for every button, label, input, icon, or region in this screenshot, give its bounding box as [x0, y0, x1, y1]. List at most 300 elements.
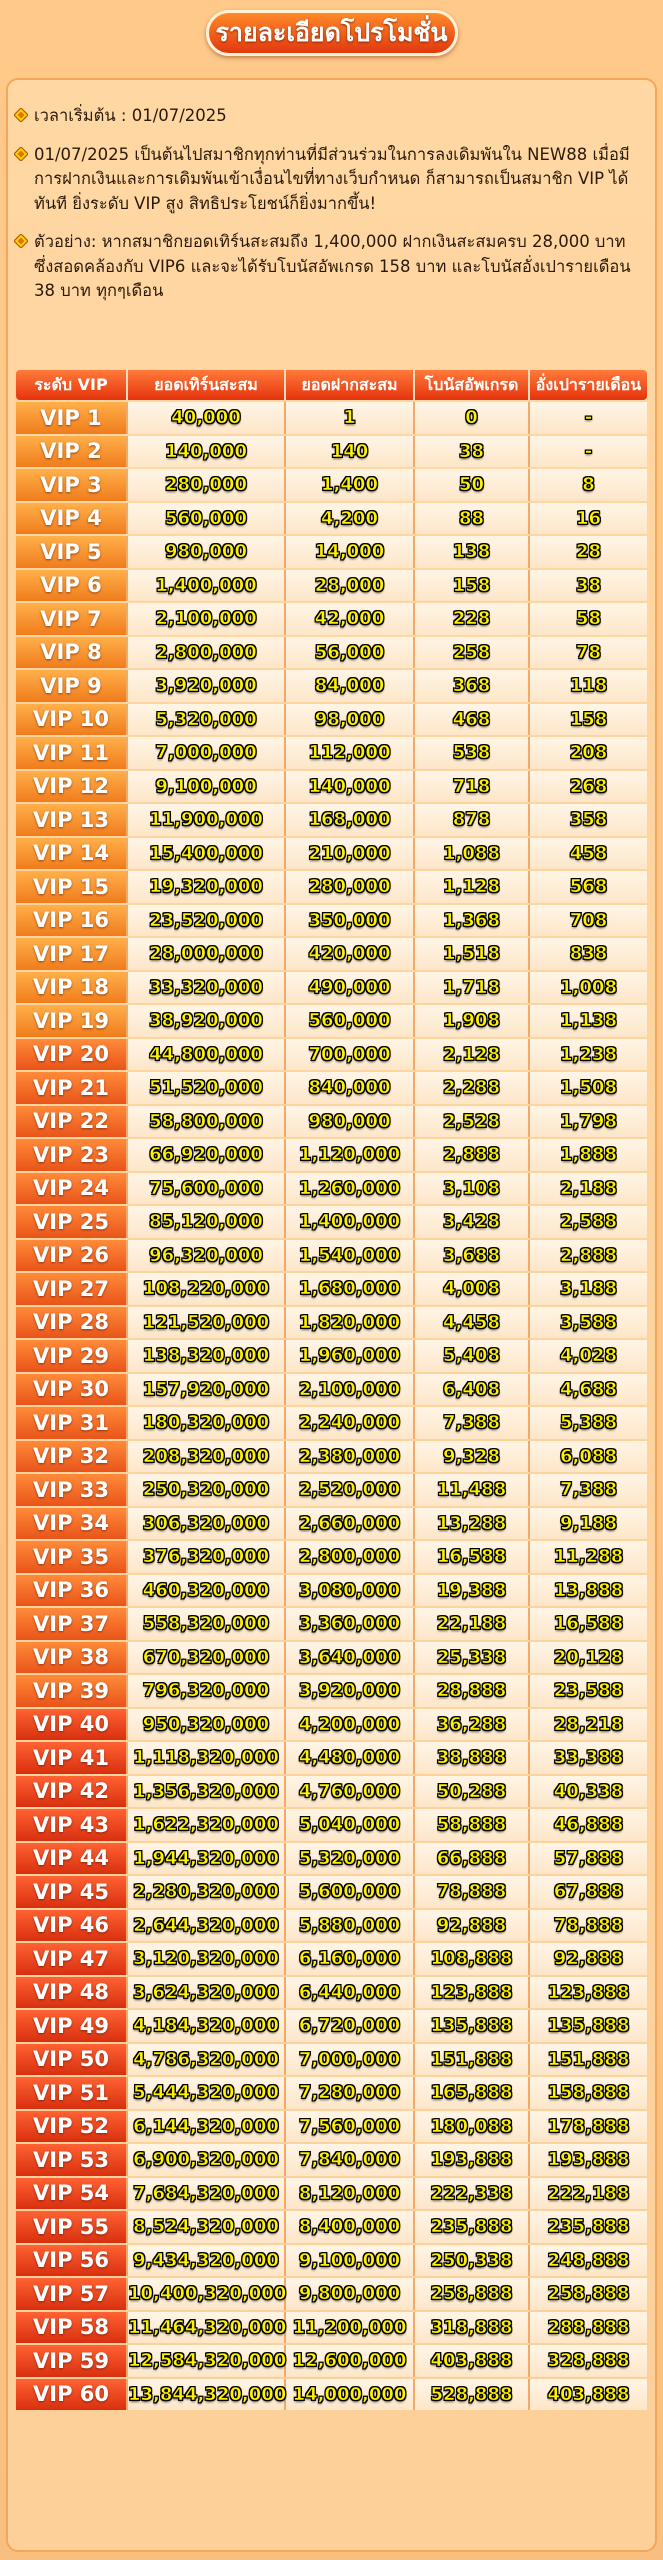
turnover-cell: 33,320,000 [128, 972, 286, 1004]
monthly-bonus-cell: 248,888 [530, 2245, 647, 2277]
table-row [16, 637, 647, 669]
upgrade-bonus-cell: 1,718 [415, 972, 530, 1004]
monthly-bonus-cell: 708 [530, 905, 647, 937]
turnover-cell: 1,622,320,000 [128, 1809, 286, 1841]
monthly-bonus-cell: 1,508 [530, 1072, 647, 1104]
deposit-cell: 2,380,000 [286, 1441, 415, 1473]
table-row [16, 2178, 647, 2210]
monthly-bonus-cell: 8 [530, 469, 647, 501]
upgrade-bonus-cell: 151,888 [415, 2044, 530, 2076]
table-row [16, 1776, 647, 1808]
turnover-cell: 2,280,320,000 [128, 1876, 286, 1908]
upgrade-bonus-cell: 4,458 [415, 1307, 530, 1339]
table-header-row [16, 370, 647, 400]
vip-level-cell: VIP 35 [16, 1541, 128, 1573]
table-row [16, 1039, 647, 1071]
vip-level-cell: VIP 45 [16, 1876, 128, 1908]
table-row [16, 1608, 647, 1640]
deposit-cell: 1,680,000 [286, 1273, 415, 1305]
upgrade-bonus-cell: 5,408 [415, 1340, 530, 1372]
upgrade-bonus-cell: 235,888 [415, 2211, 530, 2243]
table-row [16, 704, 647, 736]
vip-level-cell: VIP 1 [16, 402, 128, 434]
vip-level-cell: VIP 13 [16, 804, 128, 836]
upgrade-bonus-cell: 11,488 [415, 1474, 530, 1506]
table-row [16, 2144, 647, 2176]
vip-level-cell: VIP 12 [16, 771, 128, 803]
table-row [16, 1977, 647, 2009]
upgrade-bonus-cell: 2,888 [415, 1139, 530, 1171]
monthly-bonus-cell: 3,588 [530, 1307, 647, 1339]
upgrade-bonus-cell: 2,528 [415, 1106, 530, 1138]
table-row [16, 2379, 647, 2411]
vip-level-cell: VIP 14 [16, 838, 128, 870]
deposit-cell: 8,400,000 [286, 2211, 415, 2243]
upgrade-bonus-cell: 3,688 [415, 1240, 530, 1272]
monthly-bonus-cell: 92,888 [530, 1943, 647, 1975]
vip-level-cell: VIP 21 [16, 1072, 128, 1104]
upgrade-bonus-cell: 318,888 [415, 2312, 530, 2344]
upgrade-bonus-cell: 13,288 [415, 1508, 530, 1540]
table-row [16, 1742, 647, 1774]
table-row [16, 938, 647, 970]
turnover-cell: 6,144,320,000 [128, 2111, 286, 2143]
upgrade-bonus-cell: 538 [415, 737, 530, 769]
header-monthly-bonus: อั่งเปารายเดือน [530, 370, 647, 400]
header-deposit: ยอดฝากสะสม [286, 370, 415, 400]
vip-level-cell: VIP 26 [16, 1240, 128, 1272]
deposit-cell: 168,000 [286, 804, 415, 836]
vip-level-cell: VIP 23 [16, 1139, 128, 1171]
table-row [16, 2044, 647, 2076]
upgrade-bonus-cell: 38 [415, 436, 530, 468]
turnover-cell: 9,100,000 [128, 771, 286, 803]
table-row [16, 1307, 647, 1339]
monthly-bonus-cell: 23,588 [530, 1675, 647, 1707]
monthly-bonus-cell: 28 [530, 536, 647, 568]
deposit-cell: 6,160,000 [286, 1943, 415, 1975]
vip-level-cell: VIP 50 [16, 2044, 128, 2076]
deposit-cell: 84,000 [286, 670, 415, 702]
turnover-cell: 306,320,000 [128, 1508, 286, 1540]
deposit-cell: 6,720,000 [286, 2010, 415, 2042]
vip-level-cell: VIP 56 [16, 2245, 128, 2277]
upgrade-bonus-cell: 0 [415, 402, 530, 434]
vip-table [16, 368, 647, 2412]
monthly-bonus-cell: 20,128 [530, 1642, 647, 1674]
table-row [16, 1508, 647, 1540]
upgrade-bonus-cell: 6,408 [415, 1374, 530, 1406]
vip-level-cell: VIP 9 [16, 670, 128, 702]
vip-level-cell: VIP 25 [16, 1206, 128, 1238]
upgrade-bonus-cell: 180,088 [415, 2111, 530, 2143]
table-row [16, 838, 647, 870]
monthly-bonus-cell: 57,888 [530, 1843, 647, 1875]
monthly-bonus-cell: 1,888 [530, 1139, 647, 1171]
table-row [16, 1206, 647, 1238]
monthly-bonus-cell: 193,888 [530, 2144, 647, 2176]
deposit-cell: 980,000 [286, 1106, 415, 1138]
vip-level-cell: VIP 34 [16, 1508, 128, 1540]
turnover-cell: 5,444,320,000 [128, 2077, 286, 2109]
deposit-cell: 3,920,000 [286, 1675, 415, 1707]
description-text: 01/07/2025 เป็นต้นไปสมาชิกทุกท่านที่มีส่วนร่วมในการลงเดิมพันใน NEW88 เมื่อมีการฝากเงินและการเดิมพันเข้าเงื่อนไขที่ทางเว็บกำหนด ก็สามารถเป็นสมาชิก VIP ได้ทันที ยิ่งระดับ VIP สูง สิทธิประโยชน์ก็ยิ่งมากขึ้น! [34, 144, 630, 213]
table-body [16, 402, 647, 2410]
table-row [16, 503, 647, 535]
turnover-cell: 1,356,320,000 [128, 1776, 286, 1808]
vip-level-cell: VIP 7 [16, 603, 128, 635]
vip-level-cell: VIP 27 [16, 1273, 128, 1305]
monthly-bonus-cell: 158 [530, 704, 647, 736]
upgrade-bonus-cell: 38,888 [415, 1742, 530, 1774]
deposit-cell: 5,600,000 [286, 1876, 415, 1908]
upgrade-bonus-cell: 3,428 [415, 1206, 530, 1238]
upgrade-bonus-cell: 135,888 [415, 2010, 530, 2042]
upgrade-bonus-cell: 50,288 [415, 1776, 530, 1808]
monthly-bonus-cell: 158,888 [530, 2077, 647, 2109]
monthly-bonus-cell: 78 [530, 637, 647, 669]
upgrade-bonus-cell: 88 [415, 503, 530, 535]
deposit-cell: 3,080,000 [286, 1575, 415, 1607]
table-row [16, 737, 647, 769]
table-row [16, 1675, 647, 1707]
turnover-cell: 11,900,000 [128, 804, 286, 836]
deposit-cell: 28,000 [286, 570, 415, 602]
turnover-cell: 6,900,320,000 [128, 2144, 286, 2176]
turnover-cell: 23,520,000 [128, 905, 286, 937]
vip-level-cell: VIP 5 [16, 536, 128, 568]
turnover-cell: 3,624,320,000 [128, 1977, 286, 2009]
monthly-bonus-cell: 40,338 [530, 1776, 647, 1808]
deposit-cell: 1,960,000 [286, 1340, 415, 1372]
monthly-bonus-cell: 6,088 [530, 1441, 647, 1473]
deposit-cell: 3,360,000 [286, 1608, 415, 1640]
vip-level-cell: VIP 37 [16, 1608, 128, 1640]
vip-level-cell: VIP 36 [16, 1575, 128, 1607]
monthly-bonus-cell: 178,888 [530, 2111, 647, 2143]
vip-level-cell: VIP 59 [16, 2345, 128, 2377]
monthly-bonus-cell: 4,028 [530, 1340, 647, 1372]
diamond-bullet-icon [14, 147, 28, 161]
monthly-bonus-cell: 16,588 [530, 1608, 647, 1640]
upgrade-bonus-cell: 25,338 [415, 1642, 530, 1674]
upgrade-bonus-cell: 16,588 [415, 1541, 530, 1573]
deposit-cell: 12,600,000 [286, 2345, 415, 2377]
table-row [16, 1072, 647, 1104]
vip-level-cell: VIP 10 [16, 704, 128, 736]
turnover-cell: 15,400,000 [128, 838, 286, 870]
monthly-bonus-cell: 7,388 [530, 1474, 647, 1506]
turnover-cell: 140,000 [128, 436, 286, 468]
vip-level-cell: VIP 47 [16, 1943, 128, 1975]
monthly-bonus-cell: 222,188 [530, 2178, 647, 2210]
upgrade-bonus-cell: 3,108 [415, 1173, 530, 1205]
upgrade-bonus-cell: 78,888 [415, 1876, 530, 1908]
start-date-text: เวลาเริ่มต้น : 01/07/2025 [34, 106, 227, 125]
vip-level-cell: VIP 48 [16, 1977, 128, 2009]
monthly-bonus-cell: 235,888 [530, 2211, 647, 2243]
diamond-bullet-icon [14, 234, 28, 248]
turnover-cell: 2,644,320,000 [128, 1910, 286, 1942]
deposit-cell: 112,000 [286, 737, 415, 769]
turnover-cell: 2,100,000 [128, 603, 286, 635]
intro-section [18, 104, 644, 318]
deposit-cell: 210,000 [286, 838, 415, 870]
turnover-cell: 2,800,000 [128, 637, 286, 669]
turnover-cell: 108,220,000 [128, 1273, 286, 1305]
deposit-cell: 6,440,000 [286, 1977, 415, 2009]
monthly-bonus-cell: 2,888 [530, 1240, 647, 1272]
turnover-cell: 51,520,000 [128, 1072, 286, 1104]
upgrade-bonus-cell: 123,888 [415, 1977, 530, 2009]
deposit-cell: 280,000 [286, 871, 415, 903]
deposit-cell: 560,000 [286, 1005, 415, 1037]
monthly-bonus-cell: 9,188 [530, 1508, 647, 1540]
vip-level-cell: VIP 2 [16, 436, 128, 468]
deposit-cell: 8,120,000 [286, 2178, 415, 2210]
monthly-bonus-cell: 2,588 [530, 1206, 647, 1238]
table-row [16, 1943, 647, 1975]
turnover-cell: 13,844,320,000 [128, 2379, 286, 2411]
vip-level-cell: VIP 53 [16, 2144, 128, 2176]
turnover-cell: 1,944,320,000 [128, 1843, 286, 1875]
table-row [16, 2278, 647, 2310]
table-row [16, 1541, 647, 1573]
deposit-cell: 140,000 [286, 771, 415, 803]
table-row [16, 1809, 647, 1841]
deposit-cell: 1,400 [286, 469, 415, 501]
table-row [16, 1843, 647, 1875]
upgrade-bonus-cell: 138 [415, 536, 530, 568]
deposit-cell: 350,000 [286, 905, 415, 937]
vip-level-cell: VIP 28 [16, 1307, 128, 1339]
monthly-bonus-cell: 123,888 [530, 1977, 647, 2009]
turnover-cell: 1,400,000 [128, 570, 286, 602]
monthly-bonus-cell: 33,388 [530, 1742, 647, 1774]
monthly-bonus-cell: 4,688 [530, 1374, 647, 1406]
turnover-cell: 7,000,000 [128, 737, 286, 769]
upgrade-bonus-cell: 258 [415, 637, 530, 669]
table-row [16, 402, 647, 434]
monthly-bonus-cell: 1,798 [530, 1106, 647, 1138]
turnover-cell: 3,120,320,000 [128, 1943, 286, 1975]
deposit-cell: 9,100,000 [286, 2245, 415, 2277]
turnover-cell: 796,320,000 [128, 1675, 286, 1707]
vip-level-cell: VIP 30 [16, 1374, 128, 1406]
monthly-bonus-cell: 2,188 [530, 1173, 647, 1205]
upgrade-bonus-cell: 528,888 [415, 2379, 530, 2411]
vip-level-cell: VIP 38 [16, 1642, 128, 1674]
monthly-bonus-cell: 288,888 [530, 2312, 647, 2344]
vip-level-cell: VIP 29 [16, 1340, 128, 1372]
monthly-bonus-cell: 16 [530, 503, 647, 535]
upgrade-bonus-cell: 92,888 [415, 1910, 530, 1942]
vip-level-cell: VIP 49 [16, 2010, 128, 2042]
vip-level-cell: VIP 18 [16, 972, 128, 1004]
vip-level-cell: VIP 54 [16, 2178, 128, 2210]
deposit-cell: 7,560,000 [286, 2111, 415, 2143]
upgrade-bonus-cell: 222,338 [415, 2178, 530, 2210]
vip-level-cell: VIP 55 [16, 2211, 128, 2243]
monthly-bonus-cell: - [530, 436, 647, 468]
monthly-bonus-cell: 118 [530, 670, 647, 702]
turnover-cell: 38,920,000 [128, 1005, 286, 1037]
vip-level-cell: VIP 11 [16, 737, 128, 769]
vip-level-cell: VIP 44 [16, 1843, 128, 1875]
deposit-cell: 5,040,000 [286, 1809, 415, 1841]
header-turnover: ยอดเทิร์นสะสม [128, 370, 286, 400]
upgrade-bonus-cell: 9,328 [415, 1441, 530, 1473]
title-banner [0, 10, 663, 56]
header-upgrade-bonus: โบนัสอัพเกรด [415, 370, 530, 400]
upgrade-bonus-cell: 1,908 [415, 1005, 530, 1037]
deposit-cell: 140 [286, 436, 415, 468]
upgrade-bonus-cell: 50 [415, 469, 530, 501]
table-row [16, 2111, 647, 2143]
deposit-cell: 4,760,000 [286, 1776, 415, 1808]
monthly-bonus-cell: 1,008 [530, 972, 647, 1004]
deposit-cell: 1,400,000 [286, 1206, 415, 1238]
deposit-cell: 56,000 [286, 637, 415, 669]
deposit-cell: 4,200 [286, 503, 415, 535]
vip-level-cell: VIP 41 [16, 1742, 128, 1774]
monthly-bonus-cell: 5,388 [530, 1407, 647, 1439]
upgrade-bonus-cell: 158 [415, 570, 530, 602]
table-row [16, 570, 647, 602]
table-row [16, 1173, 647, 1205]
upgrade-bonus-cell: 4,008 [415, 1273, 530, 1305]
deposit-cell: 11,200,000 [286, 2312, 415, 2344]
vip-level-cell: VIP 24 [16, 1173, 128, 1205]
monthly-bonus-cell: 208 [530, 737, 647, 769]
turnover-cell: 138,320,000 [128, 1340, 286, 1372]
turnover-cell: 19,320,000 [128, 871, 286, 903]
monthly-bonus-cell: 1,138 [530, 1005, 647, 1037]
turnover-cell: 250,320,000 [128, 1474, 286, 1506]
table-row [16, 871, 647, 903]
deposit-cell: 14,000 [286, 536, 415, 568]
table-row [16, 1441, 647, 1473]
turnover-cell: 8,524,320,000 [128, 2211, 286, 2243]
deposit-cell: 490,000 [286, 972, 415, 1004]
upgrade-bonus-cell: 1,128 [415, 871, 530, 903]
upgrade-bonus-cell: 1,518 [415, 938, 530, 970]
turnover-cell: 75,600,000 [128, 1173, 286, 1205]
turnover-cell: 376,320,000 [128, 1541, 286, 1573]
upgrade-bonus-cell: 165,888 [415, 2077, 530, 2109]
table-row [16, 2211, 647, 2243]
table-row [16, 436, 647, 468]
turnover-cell: 11,464,320,000 [128, 2312, 286, 2344]
table-row [16, 603, 647, 635]
deposit-cell: 1,540,000 [286, 1240, 415, 1272]
turnover-cell: 40,000 [128, 402, 286, 434]
table-row [16, 1273, 647, 1305]
deposit-cell: 5,880,000 [286, 1910, 415, 1942]
vip-level-cell: VIP 51 [16, 2077, 128, 2109]
table-row [16, 469, 647, 501]
description-paragraph [18, 143, 644, 217]
deposit-cell: 7,840,000 [286, 2144, 415, 2176]
turnover-cell: 96,320,000 [128, 1240, 286, 1272]
monthly-bonus-cell: 38 [530, 570, 647, 602]
vip-level-cell: VIP 42 [16, 1776, 128, 1808]
turnover-cell: 180,320,000 [128, 1407, 286, 1439]
vip-level-cell: VIP 20 [16, 1039, 128, 1071]
deposit-cell: 1 [286, 402, 415, 434]
upgrade-bonus-cell: 19,388 [415, 1575, 530, 1607]
turnover-cell: 280,000 [128, 469, 286, 501]
vip-level-cell: VIP 52 [16, 2111, 128, 2143]
deposit-cell: 2,240,000 [286, 1407, 415, 1439]
deposit-cell: 7,000,000 [286, 2044, 415, 2076]
upgrade-bonus-cell: 7,388 [415, 1407, 530, 1439]
page-title: รายละเอียดโปรโมชั่น [206, 10, 458, 56]
upgrade-bonus-cell: 718 [415, 771, 530, 803]
table-row [16, 2010, 647, 2042]
turnover-cell: 7,684,320,000 [128, 2178, 286, 2210]
table-row [16, 905, 647, 937]
monthly-bonus-cell: 28,218 [530, 1709, 647, 1741]
table-row [16, 1407, 647, 1439]
vip-level-cell: VIP 19 [16, 1005, 128, 1037]
upgrade-bonus-cell: 228 [415, 603, 530, 635]
upgrade-bonus-cell: 108,888 [415, 1943, 530, 1975]
deposit-cell: 1,260,000 [286, 1173, 415, 1205]
vip-level-cell: VIP 58 [16, 2312, 128, 2344]
deposit-cell: 420,000 [286, 938, 415, 970]
vip-level-cell: VIP 3 [16, 469, 128, 501]
monthly-bonus-cell: 78,888 [530, 1910, 647, 1942]
turnover-cell: 3,920,000 [128, 670, 286, 702]
deposit-cell: 98,000 [286, 704, 415, 736]
turnover-cell: 157,920,000 [128, 1374, 286, 1406]
deposit-cell: 9,800,000 [286, 2278, 415, 2310]
turnover-cell: 1,118,320,000 [128, 1742, 286, 1774]
monthly-bonus-cell: 58 [530, 603, 647, 635]
upgrade-bonus-cell: 1,368 [415, 905, 530, 937]
example-paragraph [18, 230, 644, 304]
deposit-cell: 700,000 [286, 1039, 415, 1071]
turnover-cell: 9,434,320,000 [128, 2245, 286, 2277]
upgrade-bonus-cell: 258,888 [415, 2278, 530, 2310]
deposit-cell: 5,320,000 [286, 1843, 415, 1875]
vip-level-cell: VIP 6 [16, 570, 128, 602]
upgrade-bonus-cell: 878 [415, 804, 530, 836]
vip-level-cell: VIP 43 [16, 1809, 128, 1841]
turnover-cell: 4,786,320,000 [128, 2044, 286, 2076]
deposit-cell: 2,800,000 [286, 1541, 415, 1573]
table-row [16, 1139, 647, 1171]
table-row [16, 536, 647, 568]
table-row [16, 1575, 647, 1607]
upgrade-bonus-cell: 2,128 [415, 1039, 530, 1071]
deposit-cell: 2,100,000 [286, 1374, 415, 1406]
upgrade-bonus-cell: 468 [415, 704, 530, 736]
vip-level-cell: VIP 4 [16, 503, 128, 535]
upgrade-bonus-cell: 368 [415, 670, 530, 702]
deposit-cell: 3,640,000 [286, 1642, 415, 1674]
diamond-bullet-icon [14, 108, 28, 122]
upgrade-bonus-cell: 66,888 [415, 1843, 530, 1875]
vip-level-cell: VIP 46 [16, 1910, 128, 1942]
table-row [16, 1106, 647, 1138]
monthly-bonus-cell: 328,888 [530, 2345, 647, 2377]
turnover-cell: 44,800,000 [128, 1039, 286, 1071]
table-row [16, 1005, 647, 1037]
vip-level-cell: VIP 32 [16, 1441, 128, 1473]
monthly-bonus-cell: 568 [530, 871, 647, 903]
